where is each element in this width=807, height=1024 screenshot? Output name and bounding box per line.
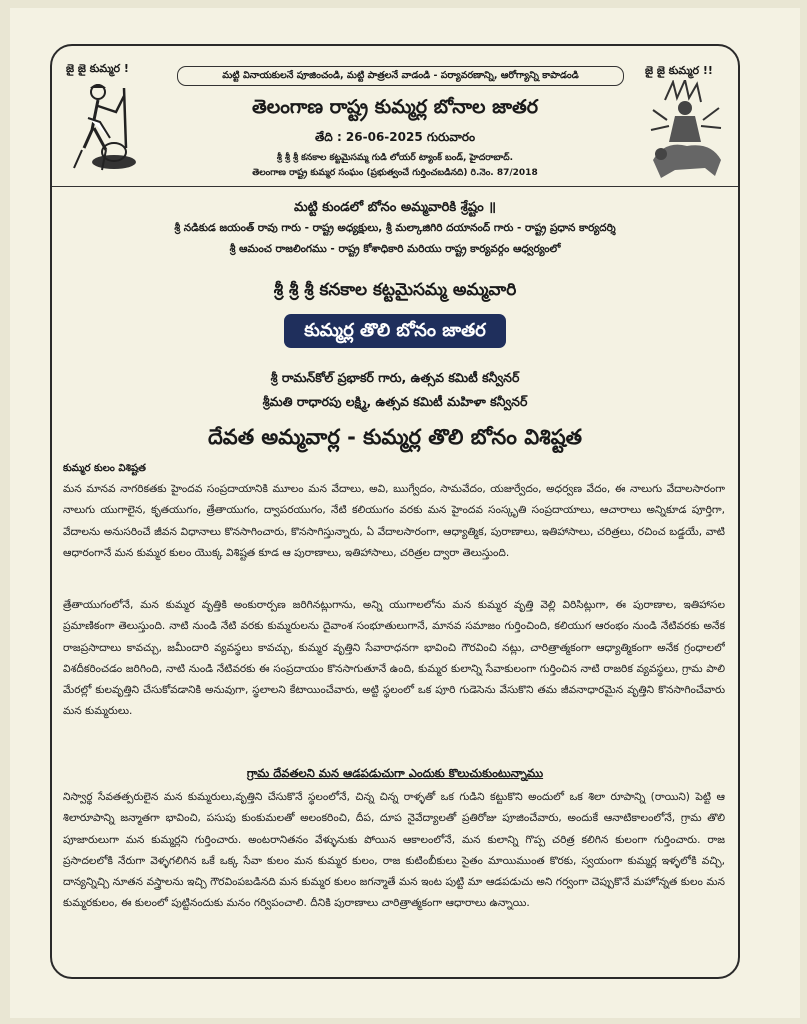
event-title: తెలంగాణ రాష్ట్ర కుమ్మర్ల బోనాల జాతర bbox=[251, 96, 539, 118]
convener-2: శ్రీమతి రాధారపు లక్ష్మి, ఉత్సవ కమిటీ మహిళా కన్వీనర్ bbox=[262, 394, 528, 409]
corner-slogan-right: జై జై కుమ్మర !! bbox=[645, 64, 713, 77]
environment-slogan: మట్టి వినాయకులనే పూజించండి, మట్టి పాత్రలనే వాడండి - పర్యావరణాన్ని, ఆరోగ్యాన్ని కాపాడండి bbox=[177, 66, 624, 86]
office-bearers-line-2: శ్రీ ఆమంచ రాజలింగము - రాష్ట్ర కోశాధికారి మరియు రాష్ట్ర కార్యవర్గం ఆధ్వర్యంలో bbox=[229, 243, 561, 255]
association-registration: తెలంగాణ రాష్ట్ర కుమ్మర సంఘం (ప్రభుత్వంచే గుర్తించబడినది) రి.నెం. 87/2018 bbox=[252, 168, 538, 178]
corner-slogan-left: జై జై కుమ్మర ! bbox=[66, 62, 129, 75]
festival-banner: కుమ్మర్ల తొలి బోనం జాతర bbox=[284, 314, 506, 348]
village-deities-heading: గ్రామ దేవతలని మన ఆడపడుచుగా ఎందుకు కొలుచుకుంటున్నాము bbox=[246, 766, 544, 780]
goddess-name: శ్రీ శ్రీ శ్రీ కనకాల కట్టమైసమ్మ అమ్మవారి bbox=[273, 280, 517, 300]
header-divider bbox=[52, 186, 738, 187]
convener-1: శ్రీ రామన్‌కోల్ ప్రభాకర్ గారు, ఉత్సవ కమిటీ కన్వీనర్ bbox=[270, 370, 520, 385]
paragraph-1: మన మానవ నాగరికతకు హైందవ సంప్రదాయానికి మూలం మన వేదాలు, అవి, ఋగ్వేదం, సామవేదం, యజుర్వేదం, అధర్వణ వేదం, ఈ నాలుగు వేదాలసారంగా నాలుగు యుగాలైన, కృతయుగం, త్రేతాయుగం, ద్వాపరయుగం, నేటి కలియుగం వరకు మన హైందవ సంస్కృతి సంప్రదాయాలు, ఆచారాలు అన్నికూడ పూర్తిగా, వేదాలను అనుసరించే జీవన విధానాలు కొనసాగించారు, కొనసాగిస్తున్నారు, ఏ వేదాలసారంగా, ఆధ్యాత్మిక, పురాణాలు, ఇతిహాసాలు, చరిత్రలు, రచించ బడ్డయే, వాటి ఆధారంగానే మన కుమ్మర కులం యొక్క విశిష్టత కూడ ఆ పురాణాలు, ఇతిహాసాలు, చరిత్రల ద్వారా తెలుస్తుంది. bbox=[63, 483, 725, 559]
goddess-on-lion-illustration bbox=[645, 80, 727, 180]
paragraph-2: త్రేతాయుగంలోనే, మన కుమ్మర వృత్తికి అంకురార్పణ జరిగినట్లుగాను, అన్ని యుగాలలోను మన కుమ్మర వృత్తి వెల్లి విరిసిట్లుగా, ఈ పురాణాల, ఇతిహాసల ప్రమాణికంగా తెలుస్తుంది. నాటి నుండి నేటి వరకు కుమ్మరులను దైవాంశ సంభూతులుగానే, మానవ సమాజం గుర్తించింది, కలియుగ ఆరంభం నుండి నేటివరకు అనేక రాజప్రసాదాలు కావచ్చు, జమీందారి వ్యవస్థలు కావచ్చు, కుమ్మర వృత్తిని సేవారాధనగా భావించి గౌరవించి నట్లు, చారిత్రాత్మకంగా ఆధ్యాత్మికంగా అనేక గ్రంధాలలో విశదీకరించడం జరిగింది, నాటి నుండి నేటివరకు ఈ సంప్రదాయం కొనసాగుతూనే ఉంది, కుమ్మర కులాన్ని సేవాకులంగా గుర్తించిన నాటి రాజరిక వ్యవస్థలు, గ్రామ పాలి మేరల్లో కులవృత్తిని చేసుకోవడానికి అనువుగా, స్థలాలని కేటాయించేవారు, అట్టి స్థలంలో ఒక పూరి గుడెసెను వేసుకొని తమ జీవనాధారమైన వృత్తిని కొనసాగించేవారు మన కుమ్మరులు. bbox=[63, 599, 725, 718]
potter-at-wheel-illustration bbox=[62, 78, 142, 178]
paragraph-3: నిస్వార్థ సేవతత్పరులైన మన కుమ్మరులు,వృత్తిని చేసుకొనే స్థలంలోనే, చిన్న చిన్న రాళ్ళతో ఒక గుడిని కట్టుకొని అందులో ఒక శిలా రూపాన్ని (రాయిని) పెట్టి ఆ శిలారూపాన్ని జన్మాతగా భావించి, పసుపు కుంకుమలతో అలంకరించి, దీప, దూప నైవేద్యాలతో ప్రతిరోజు పూజించేవారు, అందుకే ఆనాటికాలంలోనే, గ్రామ తొలి పూజారులుగా మన కుమ్మర్లని గుర్తించారు. అంటరానితనం వేళ్ళునుకు పోయిన ఆకాలంలోనే, మన కులాన్ని గొప్ప చరిత్ర కలిగిన కులంగా గుర్తించారు. రాజ ప్రసాదలలోకి నేరుగా వెళ్ళగలిగిన ఒకే ఒక్క సేవా కులం మన కుమ్మర కులం, రాజ కుటింబీకులు సైతం మాయిముంత కొరకు, స్వయంగా కుమ్మర్ల ఇళ్ళలోకి వచ్చి, దాన్యన్నిచ్చి నూతన వస్త్రాలను ఇచ్చి గౌరవింపబడినది మన కుమ్మర కులం జగన్మాతే మన ఇంట పుట్టి మా ఆడపడుచు అని గర్వంగా చెప్పుకొనే మహోన్నత కులం మన కుమ్మరకులం, ఈ కులంలో పుట్టినందుకు మనం గర్విపంచాలి. దీనికి పురాణాలు చారిత్రాత్మకంగా ఆధారాలు ఉన్నాయి. bbox=[63, 791, 725, 910]
office-bearers-line-1: శ్రీ నడికుడ జయంత్ రావు గారు - రాష్ట్ర అధ్యక్షులు, శ్రీ మల్కాజిగిరి దయానంద్ గారు - రాష్ట్ర ప్రధాన కార్యదర్శి bbox=[174, 222, 616, 234]
venue-address: శ్రీ శ్రీ శ్రీ కనకాల కట్టమైసమ్మ గుడి లోయర్ ట్యాంక్ బండ్, హైదరాబాద్. bbox=[276, 153, 514, 163]
motto: మట్టి కుండలో బోనం అమ్మవారికి శ్రేష్టం ॥ bbox=[293, 200, 497, 215]
significance-heading: దేవత అమ్మవార్ల - కుమ్మర్ల తొలి బోనం విశిష్టత bbox=[207, 425, 583, 449]
section-heading: కుమ్మర కులం విశిష్టత bbox=[63, 463, 146, 474]
event-date: తేది : 26-06-2025 గురువారం bbox=[314, 130, 476, 144]
